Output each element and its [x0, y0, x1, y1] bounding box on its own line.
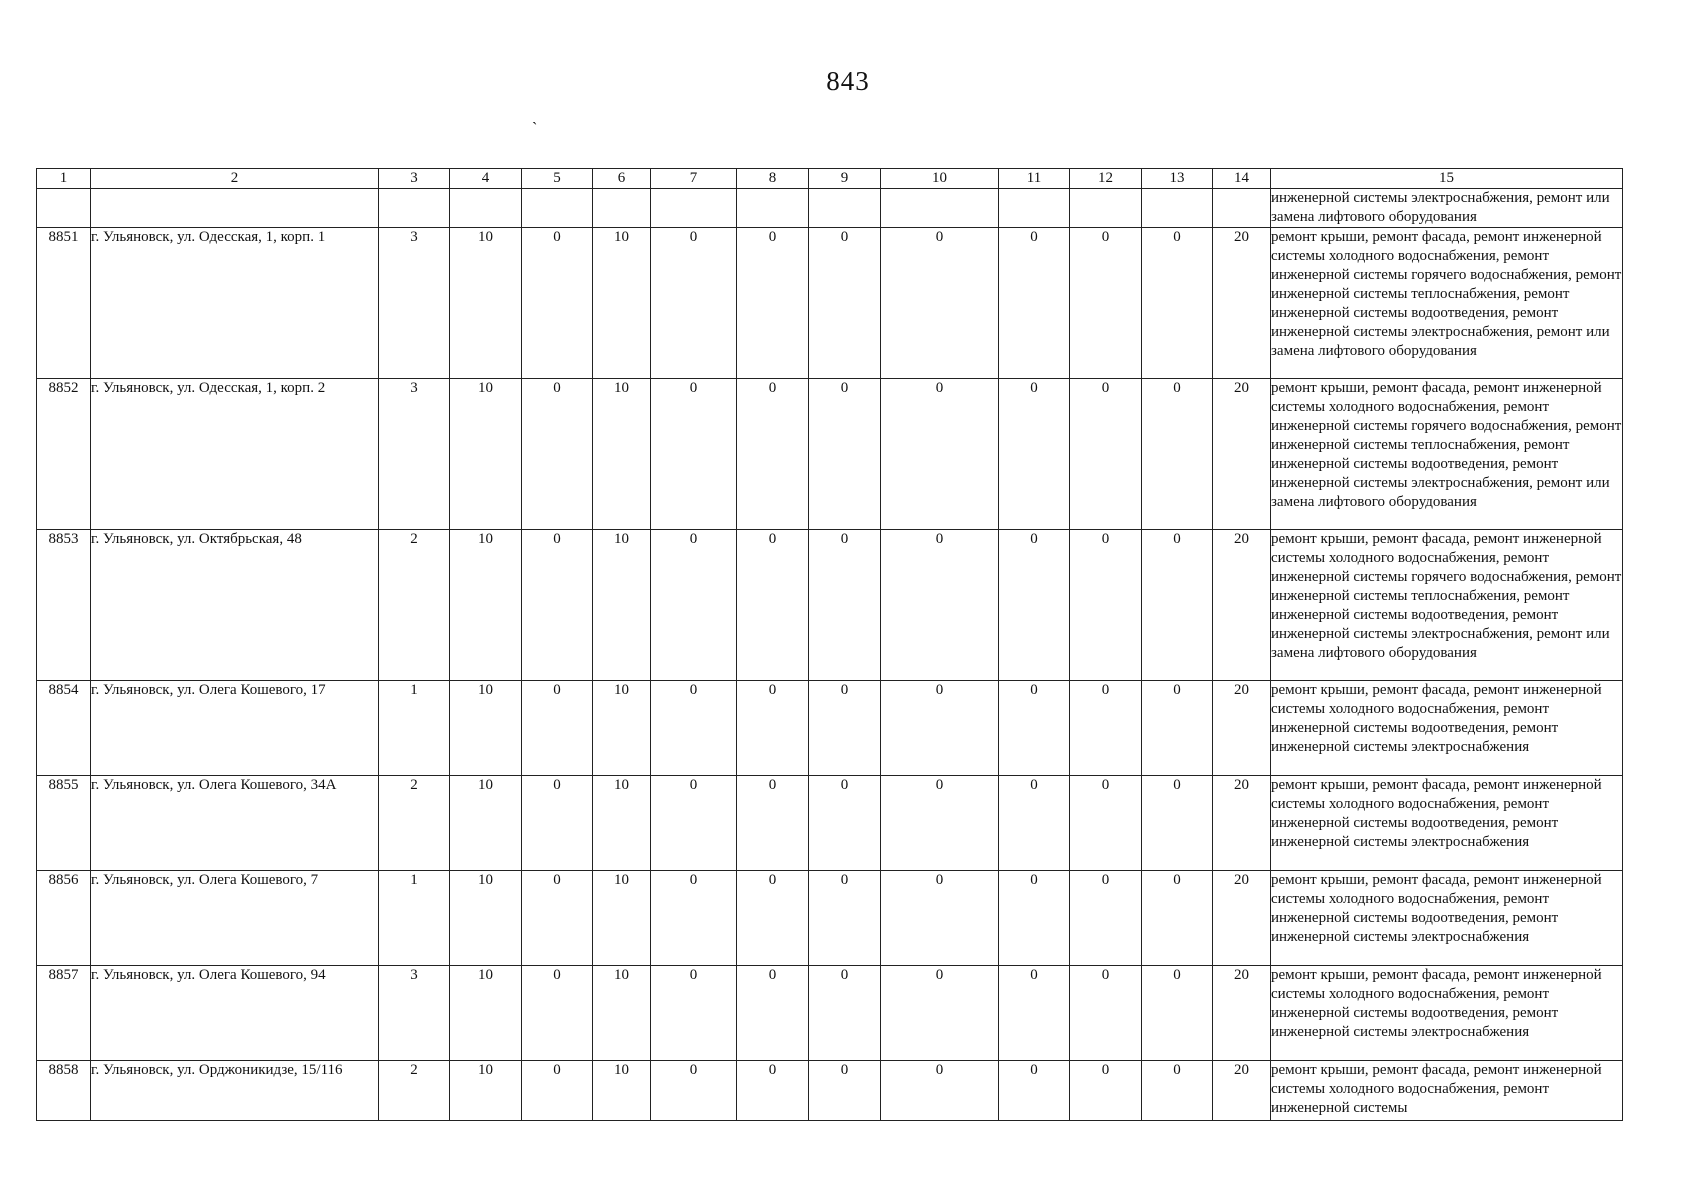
- value-cell: 0: [881, 1061, 999, 1121]
- value-cell: 0: [1070, 871, 1142, 966]
- value-cell: 0: [809, 681, 881, 776]
- value-cell: 10: [593, 776, 651, 871]
- value-cell: 0: [881, 530, 999, 681]
- value-cell: 10: [593, 681, 651, 776]
- empty-cell: [1142, 189, 1213, 228]
- value-cell: 0: [522, 871, 593, 966]
- value-cell: 20: [1213, 776, 1271, 871]
- empty-cell: [651, 189, 737, 228]
- works-list-cell: ремонт крыши, ремонт фасада, ремонт инженерной системы холодного водоснабжения, ремонт инженерной системы водоотведения, ремонт инженерной системы электроснабжения: [1271, 681, 1623, 776]
- value-cell: 0: [1070, 379, 1142, 530]
- value-cell: 10: [450, 228, 522, 379]
- empty-cell: [1070, 189, 1142, 228]
- value-cell: 0: [881, 966, 999, 1061]
- value-cell: 0: [881, 776, 999, 871]
- address-cell: г. Ульяновск, ул. Олега Кошевого, 7: [91, 871, 379, 966]
- value-cell: 2: [379, 1061, 450, 1121]
- value-cell: 0: [1142, 871, 1213, 966]
- value-cell: 1: [379, 871, 450, 966]
- column-header: 5: [522, 169, 593, 189]
- empty-cell: [1213, 189, 1271, 228]
- value-cell: 10: [450, 681, 522, 776]
- address-cell: г. Ульяновск, ул. Одесская, 1, корп. 2: [91, 379, 379, 530]
- column-header: 12: [1070, 169, 1142, 189]
- column-header: 7: [651, 169, 737, 189]
- value-cell: 10: [593, 379, 651, 530]
- value-cell: 3: [379, 966, 450, 1061]
- value-cell: 0: [1070, 681, 1142, 776]
- value-cell: 0: [1142, 681, 1213, 776]
- empty-cell: [91, 189, 379, 228]
- value-cell: 10: [450, 530, 522, 681]
- value-cell: 0: [651, 1061, 737, 1121]
- row-number-cell: 8851: [37, 228, 91, 379]
- value-cell: 0: [522, 228, 593, 379]
- value-cell: 0: [737, 379, 809, 530]
- column-header: 13: [1142, 169, 1213, 189]
- value-cell: 0: [651, 966, 737, 1061]
- value-cell: 10: [593, 871, 651, 966]
- value-cell: 20: [1213, 379, 1271, 530]
- empty-cell: [737, 189, 809, 228]
- value-cell: 20: [1213, 1061, 1271, 1121]
- register-table: [36, 168, 1623, 1121]
- row-number-cell: 8853: [37, 530, 91, 681]
- value-cell: 0: [522, 1061, 593, 1121]
- address-cell: г. Ульяновск, ул. Одесская, 1, корп. 1: [91, 228, 379, 379]
- table-row: [37, 228, 1623, 379]
- row-number-cell: 8852: [37, 379, 91, 530]
- column-header: 6: [593, 169, 651, 189]
- value-cell: 0: [522, 681, 593, 776]
- column-header: 15: [1271, 169, 1623, 189]
- value-cell: 0: [1142, 379, 1213, 530]
- value-cell: 0: [1070, 228, 1142, 379]
- value-cell: 0: [522, 530, 593, 681]
- value-cell: 0: [651, 871, 737, 966]
- empty-cell: [593, 189, 651, 228]
- value-cell: 0: [1142, 966, 1213, 1061]
- value-cell: 0: [999, 379, 1070, 530]
- value-cell: 0: [881, 228, 999, 379]
- table-row: [37, 1061, 1623, 1121]
- value-cell: 10: [450, 776, 522, 871]
- value-cell: 0: [522, 776, 593, 871]
- value-cell: 0: [999, 871, 1070, 966]
- value-cell: 10: [593, 530, 651, 681]
- value-cell: 0: [737, 871, 809, 966]
- value-cell: 0: [651, 379, 737, 530]
- row-number-cell: 8854: [37, 681, 91, 776]
- value-cell: 10: [450, 871, 522, 966]
- column-header: 9: [809, 169, 881, 189]
- value-cell: 2: [379, 776, 450, 871]
- value-cell: 20: [1213, 530, 1271, 681]
- row-number-cell: 8855: [37, 776, 91, 871]
- value-cell: 0: [881, 681, 999, 776]
- value-cell: 20: [1213, 228, 1271, 379]
- value-cell: 0: [809, 871, 881, 966]
- column-header: 14: [1213, 169, 1271, 189]
- value-cell: 0: [809, 379, 881, 530]
- value-cell: 0: [1070, 1061, 1142, 1121]
- works-list-cell: ремонт крыши, ремонт фасада, ремонт инженерной системы холодного водоснабжения, ремонт инженерной системы горячего водоснабжения, ремонт инженерной системы теплоснабжения, ремонт инженерной системы водоотведения, ремонт инженерной системы электроснабжения, ремонт или замена лифтового оборудования: [1271, 379, 1623, 530]
- works-list-cell: ремонт крыши, ремонт фасада, ремонт инженерной системы холодного водоснабжения, ремонт инженерной системы: [1271, 1061, 1623, 1121]
- table-row: [37, 776, 1623, 871]
- empty-cell: [522, 189, 593, 228]
- value-cell: 20: [1213, 681, 1271, 776]
- value-cell: 0: [651, 228, 737, 379]
- value-cell: 3: [379, 228, 450, 379]
- value-cell: 0: [651, 530, 737, 681]
- column-header-row: [37, 169, 1623, 189]
- address-cell: г. Ульяновск, ул. Олега Кошевого, 17: [91, 681, 379, 776]
- table-row: [37, 966, 1623, 1061]
- value-cell: 0: [999, 966, 1070, 1061]
- value-cell: 20: [1213, 966, 1271, 1061]
- value-cell: 10: [593, 1061, 651, 1121]
- value-cell: 0: [522, 379, 593, 530]
- value-cell: 0: [651, 681, 737, 776]
- value-cell: 0: [999, 228, 1070, 379]
- value-cell: 2: [379, 530, 450, 681]
- value-cell: 0: [999, 776, 1070, 871]
- value-cell: 0: [522, 966, 593, 1061]
- column-header: 2: [91, 169, 379, 189]
- continuation-row: [37, 189, 1623, 228]
- table-row: [37, 379, 1623, 530]
- page-number: 843: [826, 66, 870, 96]
- value-cell: 0: [1070, 530, 1142, 681]
- works-list-cell: ремонт крыши, ремонт фасада, ремонт инженерной системы холодного водоснабжения, ремонт инженерной системы горячего водоснабжения, ремонт инженерной системы теплоснабжения, ремонт инженерной системы водоотведения, ремонт инженерной системы электроснабжения, ремонт или замена лифтового оборудования: [1271, 530, 1623, 681]
- value-cell: 10: [593, 966, 651, 1061]
- value-cell: 0: [651, 776, 737, 871]
- value-cell: 0: [737, 228, 809, 379]
- value-cell: 0: [999, 1061, 1070, 1121]
- value-cell: 0: [737, 1061, 809, 1121]
- value-cell: 0: [809, 228, 881, 379]
- value-cell: 0: [881, 379, 999, 530]
- works-list-cell: ремонт крыши, ремонт фасада, ремонт инженерной системы холодного водоснабжения, ремонт инженерной системы водоотведения, ремонт инженерной системы электроснабжения: [1271, 871, 1623, 966]
- works-list-cell: инженерной системы электроснабжения, ремонт или замена лифтового оборудования: [1271, 189, 1623, 228]
- address-cell: г. Ульяновск, ул. Орджоникидзе, 15/116: [91, 1061, 379, 1121]
- column-header: 8: [737, 169, 809, 189]
- value-cell: 10: [450, 379, 522, 530]
- value-cell: 0: [1142, 776, 1213, 871]
- column-header: 11: [999, 169, 1070, 189]
- works-list-cell: ремонт крыши, ремонт фасада, ремонт инженерной системы холодного водоснабжения, ремонт инженерной системы водоотведения, ремонт инженерной системы электроснабжения: [1271, 966, 1623, 1061]
- column-header: 10: [881, 169, 999, 189]
- empty-cell: [999, 189, 1070, 228]
- value-cell: 0: [809, 1061, 881, 1121]
- value-cell: 0: [1142, 1061, 1213, 1121]
- stray-mark: ˎ: [532, 108, 538, 125]
- row-number-cell: 8857: [37, 966, 91, 1061]
- value-cell: 0: [1070, 776, 1142, 871]
- value-cell: 0: [809, 776, 881, 871]
- value-cell: 0: [737, 681, 809, 776]
- column-header: 4: [450, 169, 522, 189]
- value-cell: 0: [999, 530, 1070, 681]
- column-header: 3: [379, 169, 450, 189]
- value-cell: 0: [1142, 530, 1213, 681]
- value-cell: 0: [1070, 966, 1142, 1061]
- table-row: [37, 530, 1623, 681]
- value-cell: 0: [881, 871, 999, 966]
- address-cell: г. Ульяновск, ул. Олега Кошевого, 94: [91, 966, 379, 1061]
- row-number-cell: 8858: [37, 1061, 91, 1121]
- empty-cell: [450, 189, 522, 228]
- table-row: [37, 681, 1623, 776]
- empty-cell: [37, 189, 91, 228]
- value-cell: 0: [999, 681, 1070, 776]
- value-cell: 20: [1213, 871, 1271, 966]
- value-cell: 0: [809, 530, 881, 681]
- value-cell: 10: [593, 228, 651, 379]
- column-header: 1: [37, 169, 91, 189]
- value-cell: 0: [809, 966, 881, 1061]
- value-cell: 0: [737, 966, 809, 1061]
- works-list-cell: ремонт крыши, ремонт фасада, ремонт инженерной системы холодного водоснабжения, ремонт инженерной системы горячего водоснабжения, ремонт инженерной системы теплоснабжения, ремонт инженерной системы водоотведения, ремонт инженерной системы электроснабжения, ремонт или замена лифтового оборудования: [1271, 228, 1623, 379]
- table-row: [37, 871, 1623, 966]
- value-cell: 3: [379, 379, 450, 530]
- address-cell: г. Ульяновск, ул. Октябрьская, 48: [91, 530, 379, 681]
- value-cell: 0: [737, 776, 809, 871]
- value-cell: 1: [379, 681, 450, 776]
- value-cell: 10: [450, 966, 522, 1061]
- empty-cell: [379, 189, 450, 228]
- row-number-cell: 8856: [37, 871, 91, 966]
- empty-cell: [809, 189, 881, 228]
- works-list-cell: ремонт крыши, ремонт фасада, ремонт инженерной системы холодного водоснабжения, ремонт инженерной системы водоотведения, ремонт инженерной системы электроснабжения: [1271, 776, 1623, 871]
- value-cell: 0: [1142, 228, 1213, 379]
- value-cell: 10: [450, 1061, 522, 1121]
- value-cell: 0: [737, 530, 809, 681]
- address-cell: г. Ульяновск, ул. Олега Кошевого, 34А: [91, 776, 379, 871]
- empty-cell: [881, 189, 999, 228]
